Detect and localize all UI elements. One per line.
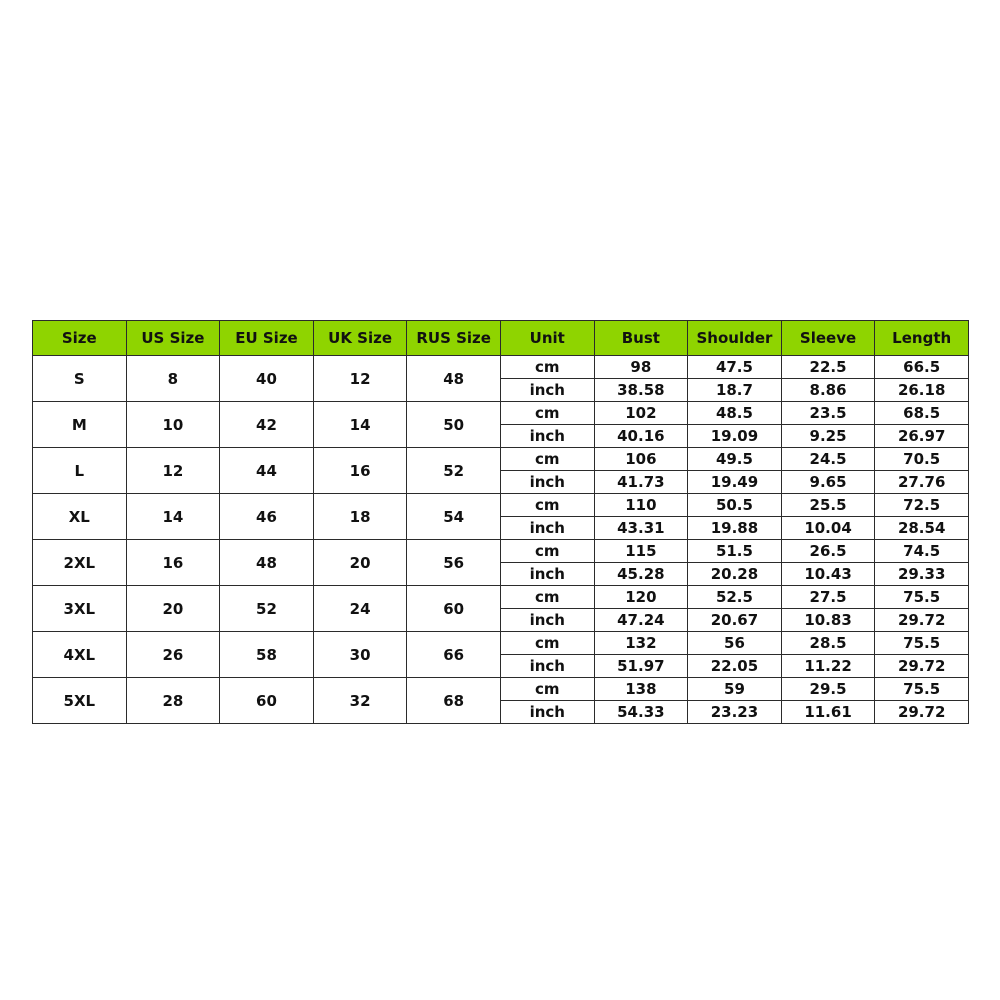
bust-cell: 132 bbox=[594, 632, 688, 655]
uk-size-cell: 18 bbox=[313, 494, 407, 540]
sleeve-cell: 24.5 bbox=[781, 448, 875, 471]
column-header-unit: Unit bbox=[500, 321, 594, 356]
uk-size-cell: 30 bbox=[313, 632, 407, 678]
unit-cell: cm bbox=[500, 356, 594, 379]
bust-cell: 43.31 bbox=[594, 517, 688, 540]
table-body bbox=[33, 356, 969, 724]
rus-size-cell: 60 bbox=[407, 586, 501, 632]
shoulder-cell: 47.5 bbox=[688, 356, 782, 379]
table-row bbox=[33, 632, 969, 655]
column-header-shoulder: Shoulder bbox=[688, 321, 782, 356]
unit-cell: inch bbox=[500, 517, 594, 540]
length-cell: 29.72 bbox=[875, 701, 969, 724]
sleeve-cell: 9.25 bbox=[781, 425, 875, 448]
eu-size-cell: 42 bbox=[220, 402, 314, 448]
column-header-length: Length bbox=[875, 321, 969, 356]
size-chart-table bbox=[32, 320, 969, 724]
uk-size-cell: 32 bbox=[313, 678, 407, 724]
eu-size-cell: 40 bbox=[220, 356, 314, 402]
eu-size-cell: 52 bbox=[220, 586, 314, 632]
size-cell: 3XL bbox=[33, 586, 127, 632]
sleeve-cell: 26.5 bbox=[781, 540, 875, 563]
sleeve-cell: 8.86 bbox=[781, 379, 875, 402]
unit-cell: cm bbox=[500, 586, 594, 609]
rus-size-cell: 50 bbox=[407, 402, 501, 448]
bust-cell: 115 bbox=[594, 540, 688, 563]
rus-size-cell: 56 bbox=[407, 540, 501, 586]
shoulder-cell: 23.23 bbox=[688, 701, 782, 724]
length-cell: 66.5 bbox=[875, 356, 969, 379]
size-cell: L bbox=[33, 448, 127, 494]
table-row bbox=[33, 494, 969, 517]
eu-size-cell: 48 bbox=[220, 540, 314, 586]
us-size-cell: 26 bbox=[126, 632, 220, 678]
length-cell: 29.72 bbox=[875, 655, 969, 678]
length-cell: 27.76 bbox=[875, 471, 969, 494]
bust-cell: 120 bbox=[594, 586, 688, 609]
table-row bbox=[33, 540, 969, 563]
unit-cell: cm bbox=[500, 494, 594, 517]
shoulder-cell: 19.09 bbox=[688, 425, 782, 448]
table-row bbox=[33, 402, 969, 425]
eu-size-cell: 58 bbox=[220, 632, 314, 678]
column-header-us-size: US Size bbox=[126, 321, 220, 356]
uk-size-cell: 24 bbox=[313, 586, 407, 632]
bust-cell: 40.16 bbox=[594, 425, 688, 448]
unit-cell: inch bbox=[500, 379, 594, 402]
sleeve-cell: 25.5 bbox=[781, 494, 875, 517]
column-header-rus-size: RUS Size bbox=[407, 321, 501, 356]
sleeve-cell: 28.5 bbox=[781, 632, 875, 655]
shoulder-cell: 19.88 bbox=[688, 517, 782, 540]
us-size-cell: 8 bbox=[126, 356, 220, 402]
table-header bbox=[33, 321, 969, 356]
column-header-uk-size: UK Size bbox=[313, 321, 407, 356]
sleeve-cell: 23.5 bbox=[781, 402, 875, 425]
bust-cell: 45.28 bbox=[594, 563, 688, 586]
eu-size-cell: 60 bbox=[220, 678, 314, 724]
length-cell: 70.5 bbox=[875, 448, 969, 471]
rus-size-cell: 66 bbox=[407, 632, 501, 678]
shoulder-cell: 18.7 bbox=[688, 379, 782, 402]
uk-size-cell: 14 bbox=[313, 402, 407, 448]
unit-cell: cm bbox=[500, 540, 594, 563]
bust-cell: 138 bbox=[594, 678, 688, 701]
size-cell: 5XL bbox=[33, 678, 127, 724]
us-size-cell: 12 bbox=[126, 448, 220, 494]
unit-cell: cm bbox=[500, 632, 594, 655]
header-row bbox=[33, 321, 969, 356]
column-header-sleeve: Sleeve bbox=[781, 321, 875, 356]
unit-cell: inch bbox=[500, 701, 594, 724]
shoulder-cell: 52.5 bbox=[688, 586, 782, 609]
bust-cell: 54.33 bbox=[594, 701, 688, 724]
us-size-cell: 10 bbox=[126, 402, 220, 448]
column-header-size: Size bbox=[33, 321, 127, 356]
bust-cell: 38.58 bbox=[594, 379, 688, 402]
us-size-cell: 28 bbox=[126, 678, 220, 724]
unit-cell: cm bbox=[500, 448, 594, 471]
bust-cell: 106 bbox=[594, 448, 688, 471]
bust-cell: 102 bbox=[594, 402, 688, 425]
us-size-cell: 16 bbox=[126, 540, 220, 586]
unit-cell: inch bbox=[500, 425, 594, 448]
shoulder-cell: 19.49 bbox=[688, 471, 782, 494]
shoulder-cell: 48.5 bbox=[688, 402, 782, 425]
shoulder-cell: 56 bbox=[688, 632, 782, 655]
sleeve-cell: 10.04 bbox=[781, 517, 875, 540]
unit-cell: inch bbox=[500, 655, 594, 678]
unit-cell: inch bbox=[500, 563, 594, 586]
column-header-bust: Bust bbox=[594, 321, 688, 356]
bust-cell: 41.73 bbox=[594, 471, 688, 494]
length-cell: 68.5 bbox=[875, 402, 969, 425]
eu-size-cell: 44 bbox=[220, 448, 314, 494]
eu-size-cell: 46 bbox=[220, 494, 314, 540]
us-size-cell: 20 bbox=[126, 586, 220, 632]
shoulder-cell: 59 bbox=[688, 678, 782, 701]
bust-cell: 51.97 bbox=[594, 655, 688, 678]
sleeve-cell: 22.5 bbox=[781, 356, 875, 379]
uk-size-cell: 20 bbox=[313, 540, 407, 586]
bust-cell: 110 bbox=[594, 494, 688, 517]
sleeve-cell: 27.5 bbox=[781, 586, 875, 609]
shoulder-cell: 22.05 bbox=[688, 655, 782, 678]
size-cell: XL bbox=[33, 494, 127, 540]
unit-cell: inch bbox=[500, 609, 594, 632]
uk-size-cell: 12 bbox=[313, 356, 407, 402]
table-row bbox=[33, 586, 969, 609]
length-cell: 29.33 bbox=[875, 563, 969, 586]
shoulder-cell: 20.28 bbox=[688, 563, 782, 586]
shoulder-cell: 51.5 bbox=[688, 540, 782, 563]
bust-cell: 47.24 bbox=[594, 609, 688, 632]
sleeve-cell: 10.43 bbox=[781, 563, 875, 586]
rus-size-cell: 68 bbox=[407, 678, 501, 724]
sleeve-cell: 11.22 bbox=[781, 655, 875, 678]
unit-cell: cm bbox=[500, 402, 594, 425]
length-cell: 74.5 bbox=[875, 540, 969, 563]
table-row bbox=[33, 678, 969, 701]
unit-cell: inch bbox=[500, 471, 594, 494]
size-cell: 2XL bbox=[33, 540, 127, 586]
sleeve-cell: 9.65 bbox=[781, 471, 875, 494]
sleeve-cell: 29.5 bbox=[781, 678, 875, 701]
length-cell: 75.5 bbox=[875, 586, 969, 609]
length-cell: 28.54 bbox=[875, 517, 969, 540]
size-cell: 4XL bbox=[33, 632, 127, 678]
column-header-eu-size: EU Size bbox=[220, 321, 314, 356]
length-cell: 29.72 bbox=[875, 609, 969, 632]
rus-size-cell: 54 bbox=[407, 494, 501, 540]
length-cell: 26.97 bbox=[875, 425, 969, 448]
shoulder-cell: 49.5 bbox=[688, 448, 782, 471]
sleeve-cell: 10.83 bbox=[781, 609, 875, 632]
table-row bbox=[33, 448, 969, 471]
unit-cell: cm bbox=[500, 678, 594, 701]
shoulder-cell: 20.67 bbox=[688, 609, 782, 632]
length-cell: 75.5 bbox=[875, 678, 969, 701]
shoulder-cell: 50.5 bbox=[688, 494, 782, 517]
length-cell: 72.5 bbox=[875, 494, 969, 517]
size-cell: S bbox=[33, 356, 127, 402]
table-row bbox=[33, 356, 969, 379]
size-cell: M bbox=[33, 402, 127, 448]
sleeve-cell: 11.61 bbox=[781, 701, 875, 724]
rus-size-cell: 52 bbox=[407, 448, 501, 494]
rus-size-cell: 48 bbox=[407, 356, 501, 402]
uk-size-cell: 16 bbox=[313, 448, 407, 494]
length-cell: 75.5 bbox=[875, 632, 969, 655]
bust-cell: 98 bbox=[594, 356, 688, 379]
length-cell: 26.18 bbox=[875, 379, 969, 402]
us-size-cell: 14 bbox=[126, 494, 220, 540]
